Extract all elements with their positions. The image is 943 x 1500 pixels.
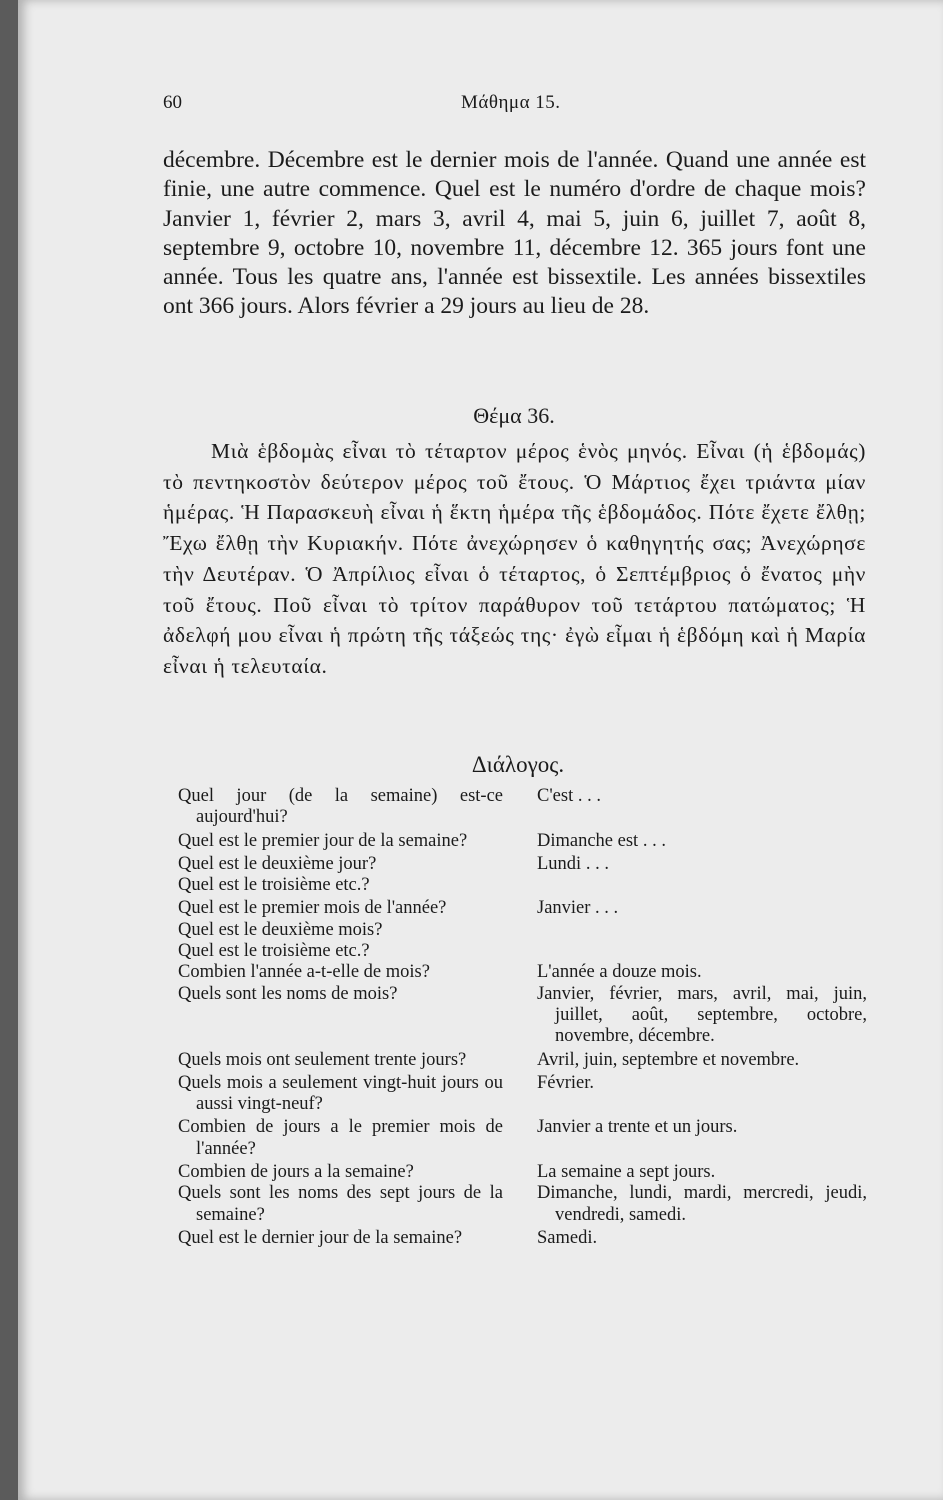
dialog-row <box>178 786 868 829</box>
dialog-question: Quel est le troisième etc.? <box>178 875 370 896</box>
dialog-answer: Lundi . . . <box>537 853 609 874</box>
dialog-heading: Διάλογος. <box>471 752 565 777</box>
dialog-answer: Dimanche, lundi, mardi, mercredi, jeudi, vendredi, samedi. <box>537 1183 867 1225</box>
dialog-question: Quels mois a seulement vingt-huit jours ou aussi vingt-neuf? <box>178 1072 503 1115</box>
thema-heading: Θέμα 36. <box>473 403 555 428</box>
dialog-question: Quel jour (de la semaine) est-ce aujourd'hui? <box>178 786 503 828</box>
french-paragraph <box>163 146 866 322</box>
dialog-row <box>178 1117 868 1160</box>
dialog-row <box>178 831 868 852</box>
page-number: 60 <box>163 92 182 113</box>
dialog-question: Combien l'année a-t-elle de mois? <box>178 962 430 983</box>
dialog-answer: Janvier . . . <box>537 898 619 919</box>
dialog-answer <box>537 941 867 962</box>
dialog-answer: Dimanche est . . . <box>537 830 666 851</box>
dialog-question: Combien de jours a la semaine? <box>178 1162 414 1183</box>
dialog-row <box>178 920 868 941</box>
greek-exercise-text: Μιὰ ἑβδομὰς εἶναι τὸ τέταρτον μέρος ἑνὸς μηνός. Εἶναι (ἡ ἑβδομάς) τὸ πεντηκοστὸν δεύτερον μέρος τοῦ ἔτους. Ὁ Μάρτιος ἔχει τριάντα μίαν ἡμέρας. Ἡ Παρασκευὴ εἶναι ἡ ἕκτη ἡμέρα τῆς ἑβδομάδος. Πότε ἔχετε ἔλθῃ; Ἔχω ἔλθῃ τὴν Κυριακήν. Πότε ἀνεχώρησεν ὁ καθηγητής σας; Ἀνεχώρησε τὴν Δευτέραν. Ὁ Ἀπρίλιος εἶναι ὁ τέταρτος, ὁ Σεπτέμβριος ὁ ἔνατος μὴν τοῦ ἔτους. Ποῦ εἶναι τὸ τρίτον παράθυρον τοῦ τετάρτου πατώματος; Ἡ ἀδελφή μου εἶναι ἡ πρώτη τῆς τάξεώς της· ἐγὼ εἶμαι ἡ ἑβδόμη καὶ ἡ Μαρία εἶναι ἡ τελευταία. <box>163 439 866 678</box>
dialog-row <box>178 962 868 983</box>
dialog-answer: Samedi. <box>537 1227 598 1248</box>
dialog-question: Quels mois ont seulement trente jours? <box>178 1049 467 1070</box>
dialog-question: Quels sont les noms de mois? <box>178 983 398 1004</box>
dialog-answer <box>537 875 867 896</box>
dialog-answer <box>537 920 867 941</box>
dialog-row <box>178 984 868 1048</box>
dialog-row <box>178 1228 868 1249</box>
dialog-question: Quel est le troisième etc.? <box>178 941 370 962</box>
dialog-row <box>178 1073 868 1116</box>
running-title: Μάθημα 15. <box>461 92 561 113</box>
dialog-row <box>178 1162 868 1183</box>
page-header <box>163 92 863 122</box>
dialog-table <box>178 786 868 1249</box>
dialog-question: Combien de jours a le premier mois de l'année? <box>178 1117 503 1159</box>
dialog-answer: Janvier, février, mars, avril, mai, juin, juillet, août, septembre, octobre, novembre, décembre. <box>537 983 867 1047</box>
dialog-row <box>178 854 868 875</box>
dialog-answer: Avril, juin, septembre et novembre. <box>537 1049 800 1070</box>
dialog-answer: C'est . . . <box>537 786 601 806</box>
dialog-question: Quel est le deuxième mois? <box>178 919 383 940</box>
dialog-question: Quel est le premier mois de l'année? <box>178 898 447 919</box>
dialog-row <box>178 1050 868 1071</box>
dialog-row <box>178 1183 868 1226</box>
dialog-answer: L'année a douze mois. <box>537 962 702 983</box>
greek-exercise <box>163 436 866 682</box>
dialog-row <box>178 941 868 962</box>
paragraph-text: décembre. Décembre est le dernier mois de l'année. Quand une année est finie, une autre commence. Quel est le numéro d'ordre de chaque mois? Janvier 1, février 2, mars 3, avril 4, mai 5, juin 6, juillet 7, août 8, septembre 9, octobre 10, novembre 11, décembre 12. 365 jours font une année. Tous les quatre ans, l'année est bissextile. Les années bissextiles ont 366 jours. Alors février a 29 jours au lieu de 28. <box>163 147 866 320</box>
dialog-question: Quels sont les noms des sept jours de la semaine? <box>178 1183 503 1225</box>
dialog-answer: Janvier a trente et un jours. <box>537 1117 738 1138</box>
dialog-question: Quel est le dernier jour de la semaine? <box>178 1227 463 1248</box>
dialog-question: Quel est le deuxième jour? <box>178 853 377 874</box>
dialog-row <box>178 875 868 896</box>
dialog-answer: Février. <box>537 1072 595 1093</box>
dialog-row <box>178 898 868 919</box>
dialog-answer: La semaine a sept jours. <box>537 1162 716 1183</box>
book-page <box>18 0 943 1500</box>
dialog-question: Quel est le premier jour de la semaine? <box>178 830 468 851</box>
